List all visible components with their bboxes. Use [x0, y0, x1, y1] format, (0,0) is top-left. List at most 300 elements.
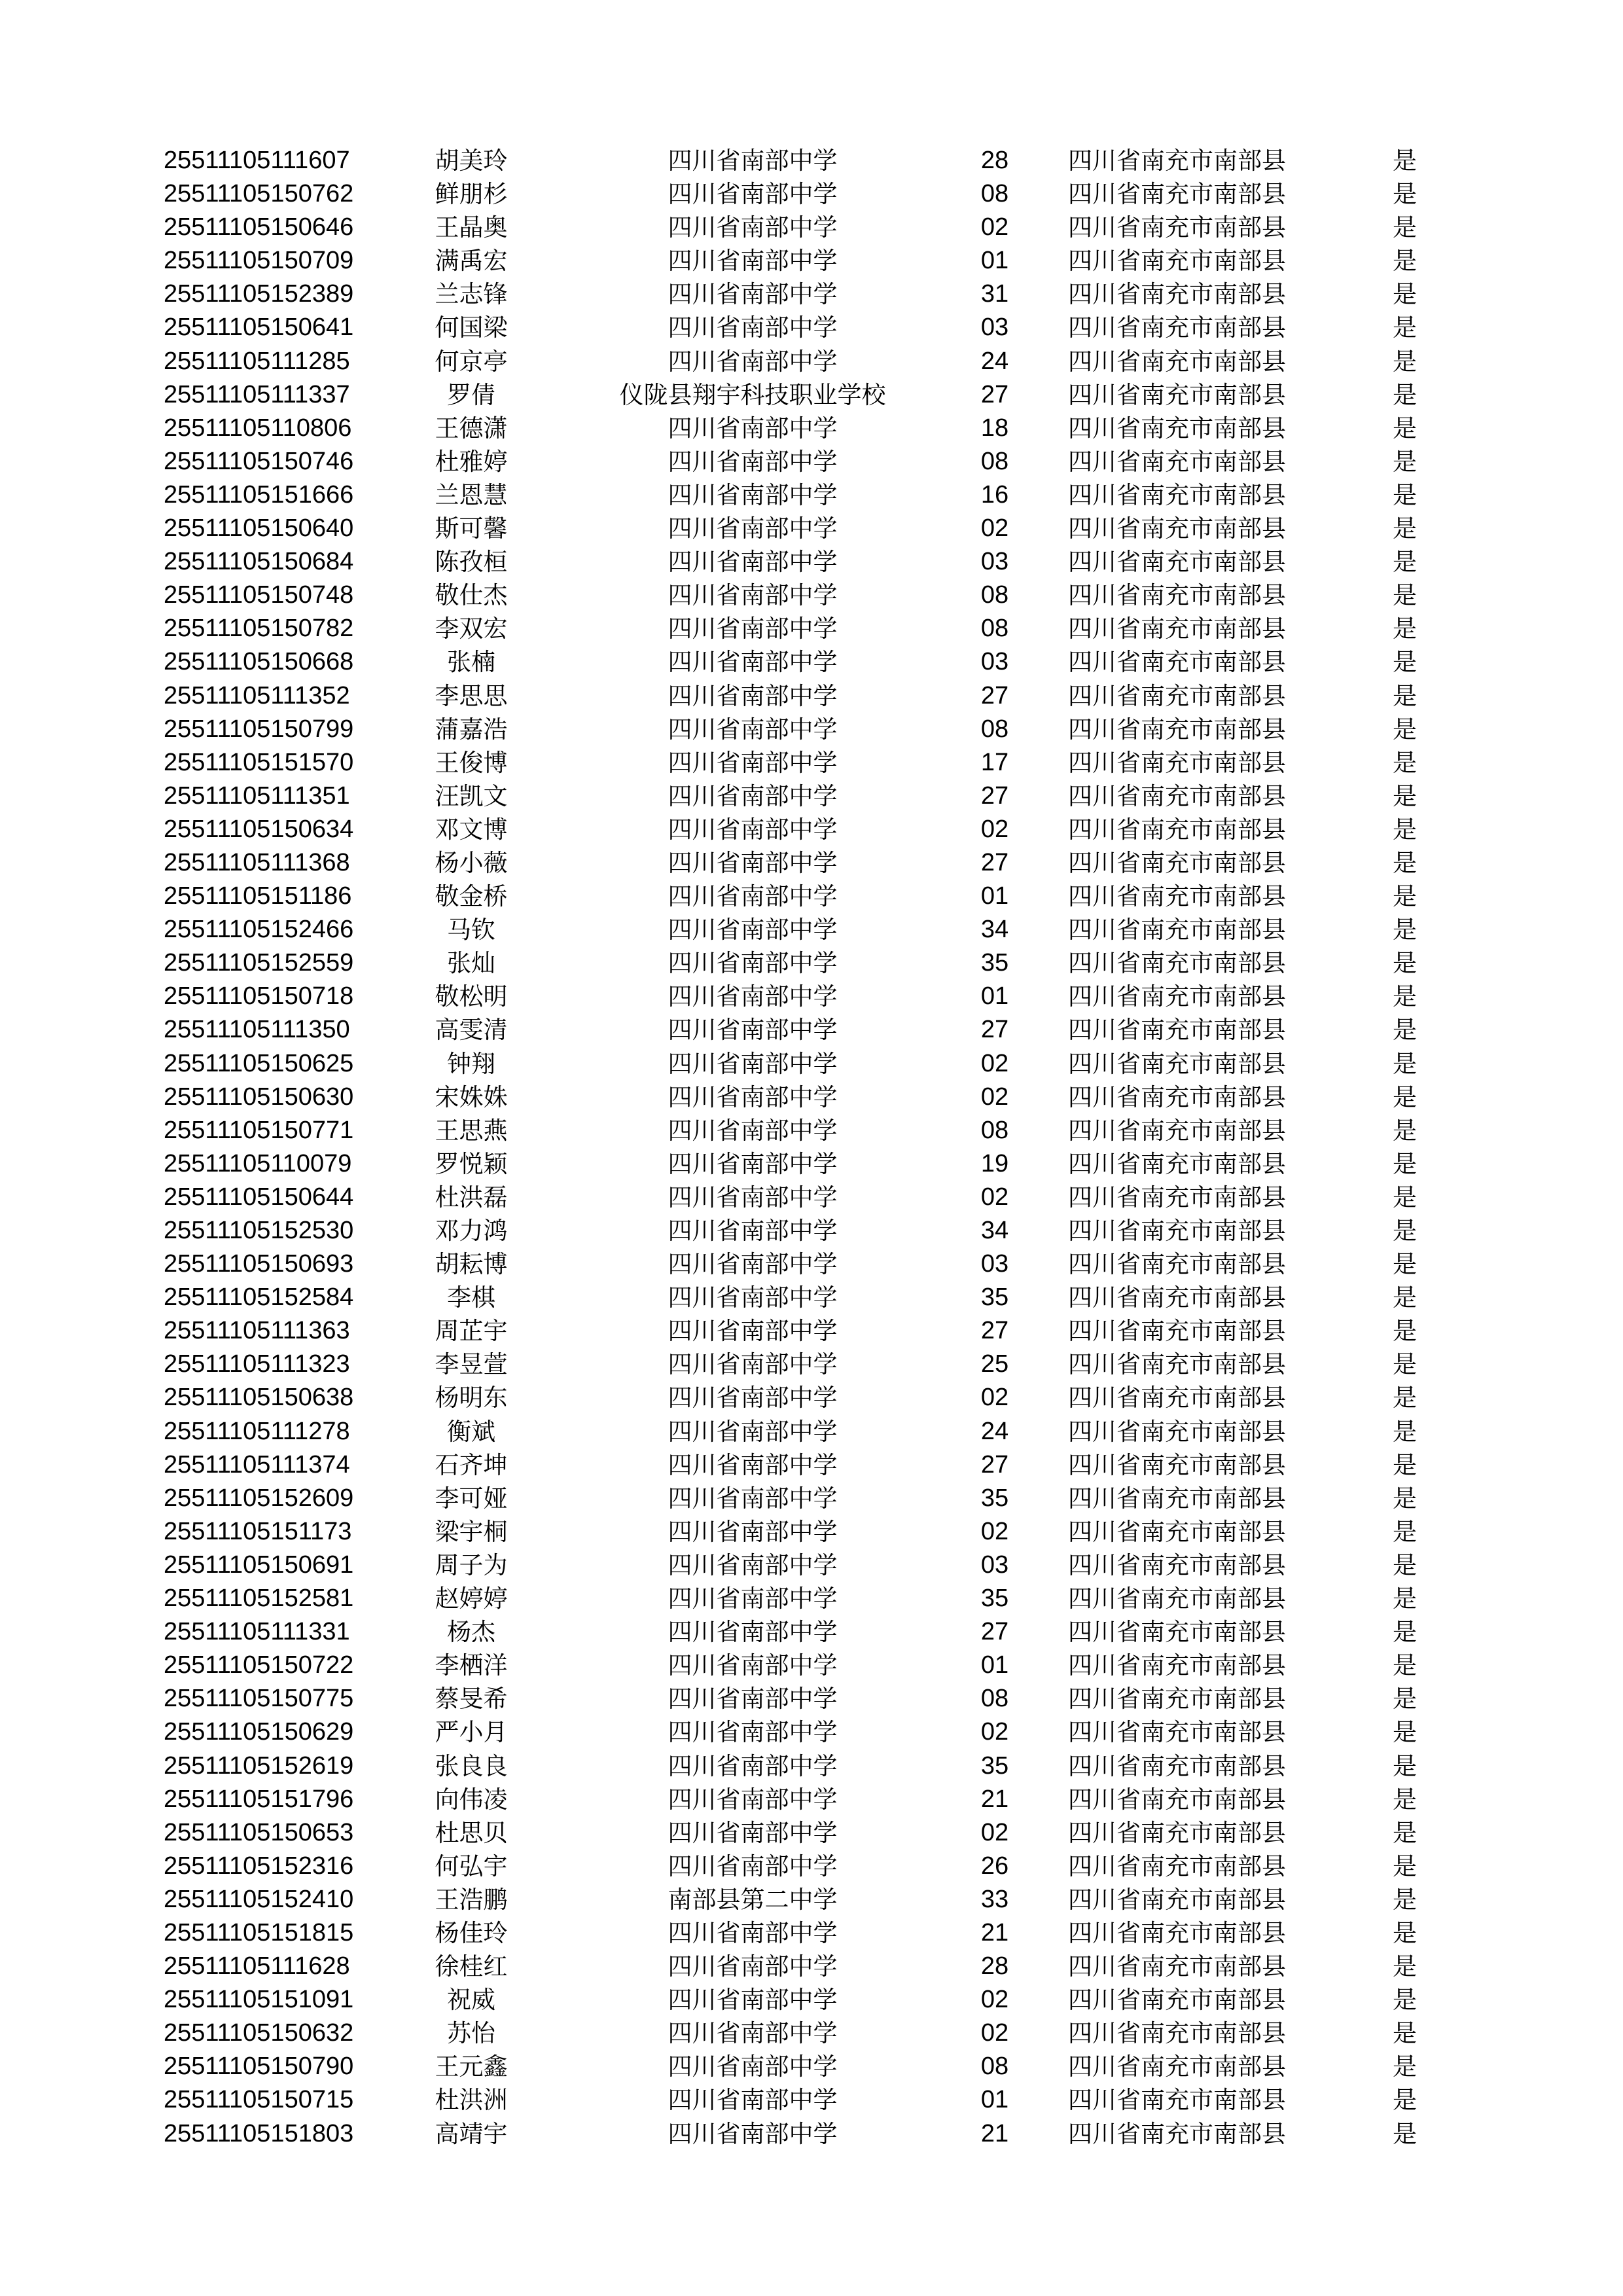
status-flag-cell: 是	[1393, 1517, 1417, 1546]
school-cell: 四川省南部中学	[668, 480, 838, 509]
table-row	[0, 946, 1623, 980]
student-name-cell: 徐桂红	[435, 1952, 508, 1981]
table-row	[0, 880, 1623, 913]
table-row	[0, 1348, 1623, 1381]
exam-id-cell: 25511105150718	[164, 982, 354, 1011]
class-number-cell: 24	[980, 1417, 1009, 1445]
student-name-cell: 苏怡	[447, 2019, 495, 2048]
class-number-cell: 02	[980, 1049, 1009, 1077]
student-name-cell: 杨明东	[435, 1384, 508, 1412]
exam-id-cell: 25511105150684	[164, 548, 354, 576]
class-number-cell: 21	[980, 1785, 1009, 1813]
region-cell: 四川省南充市南部县	[1068, 615, 1286, 643]
school-cell: 四川省南部中学	[668, 1651, 838, 1680]
table-row	[0, 1916, 1623, 1950]
class-number-cell: 08	[980, 581, 1009, 609]
class-number-cell: 08	[980, 1116, 1009, 1144]
school-cell: 四川省南部中学	[668, 1517, 838, 1546]
student-name-cell: 向伟凌	[435, 1785, 508, 1814]
region-cell: 四川省南充市南部县	[1068, 982, 1286, 1011]
exam-id-cell: 25511105110806	[164, 414, 352, 442]
region-cell: 四川省南充市南部县	[1068, 916, 1286, 944]
class-number-cell: 02	[980, 1718, 1009, 1746]
student-name-cell: 石齐坤	[435, 1450, 508, 1479]
table-row	[0, 1682, 1623, 1715]
school-cell: 四川省南部中学	[668, 280, 838, 309]
school-cell: 四川省南部中学	[668, 1317, 838, 1346]
exam-id-cell: 25511105150790	[164, 2053, 354, 2081]
exam-id-cell: 25511105150715	[164, 2086, 354, 2114]
exam-id-cell: 25511105150640	[164, 514, 354, 543]
exam-id-cell: 25511105150638	[164, 1384, 354, 1412]
school-cell: 四川省南部中学	[668, 1417, 838, 1446]
school-cell: 四川省南部中学	[668, 715, 838, 744]
exam-id-cell: 25511105151666	[164, 480, 354, 509]
student-name-cell: 邓力鸿	[435, 1217, 508, 1245]
student-name-cell: 敬金桥	[435, 882, 508, 911]
student-name-cell: 杨小薇	[435, 848, 508, 877]
school-cell: 四川省南部中学	[668, 2119, 838, 2148]
student-name-cell: 梁宇桐	[435, 1517, 508, 1546]
student-name-cell: 衡斌	[447, 1417, 495, 1446]
school-cell: 四川省南部中学	[668, 1718, 838, 1747]
exam-id-cell: 25511105111628	[164, 1952, 350, 1981]
status-flag-cell: 是	[1393, 1016, 1417, 1045]
class-number-cell: 02	[980, 1183, 1009, 1211]
student-name-cell: 李可娅	[435, 1484, 508, 1513]
table-row	[0, 645, 1623, 679]
region-cell: 四川省南充市南部县	[1068, 681, 1286, 710]
table-row	[0, 211, 1623, 244]
class-number-cell: 02	[980, 2019, 1009, 2047]
status-flag-cell: 是	[1393, 1217, 1417, 1245]
class-number-cell: 33	[980, 1885, 1009, 1913]
student-name-cell: 马钦	[447, 916, 495, 944]
school-cell: 四川省南部中学	[668, 180, 838, 209]
region-cell: 四川省南充市南部县	[1068, 1250, 1286, 1279]
status-flag-cell: 是	[1393, 748, 1417, 777]
region-cell: 四川省南充市南部县	[1068, 848, 1286, 877]
class-number-cell: 27	[980, 781, 1009, 810]
region-cell: 四川省南充市南部县	[1068, 648, 1286, 677]
status-flag-cell: 是	[1393, 1250, 1417, 1279]
student-name-cell: 钟翔	[447, 1049, 495, 1078]
status-flag-cell: 是	[1393, 1651, 1417, 1680]
status-flag-cell: 是	[1393, 280, 1417, 309]
table-row	[0, 1114, 1623, 1147]
region-cell: 四川省南充市南部县	[1068, 748, 1286, 777]
status-flag-cell: 是	[1393, 1618, 1417, 1647]
school-cell: 四川省南部中学	[668, 581, 838, 610]
class-number-cell: 03	[980, 648, 1009, 676]
status-flag-cell: 是	[1393, 314, 1417, 342]
class-number-cell: 35	[980, 949, 1009, 977]
class-number-cell: 03	[980, 1551, 1009, 1579]
exam-id-cell: 25511105150629	[164, 1718, 354, 1746]
class-number-cell: 02	[980, 1384, 1009, 1412]
region-cell: 四川省南充市南部县	[1068, 1450, 1286, 1479]
table-row	[0, 177, 1623, 211]
class-number-cell: 16	[980, 480, 1009, 509]
region-cell: 四川省南充市南部县	[1068, 447, 1286, 476]
student-name-cell: 鲜朋杉	[435, 180, 508, 209]
school-cell: 四川省南部中学	[668, 2019, 838, 2048]
table-row	[0, 980, 1623, 1013]
table-row	[0, 846, 1623, 880]
class-number-cell: 26	[980, 1852, 1009, 1880]
exam-id-cell: 25511105150746	[164, 447, 354, 475]
table-row	[0, 913, 1623, 946]
exam-id-cell: 25511105150644	[164, 1183, 354, 1211]
table-row	[0, 1247, 1623, 1281]
exam-id-cell: 25511105152530	[164, 1217, 354, 1244]
exam-id-cell: 25511105111374	[164, 1450, 350, 1479]
exam-id-cell: 25511105151796	[164, 1785, 354, 1813]
class-number-cell: 27	[980, 681, 1009, 709]
student-name-cell: 李思思	[435, 681, 508, 710]
status-flag-cell: 是	[1393, 1450, 1417, 1479]
region-cell: 四川省南充市南部县	[1068, 1350, 1286, 1379]
class-number-cell: 02	[980, 1517, 1009, 1545]
status-flag-cell: 是	[1393, 1551, 1417, 1579]
table-row	[0, 311, 1623, 344]
class-number-cell: 08	[980, 1685, 1009, 1713]
status-flag-cell: 是	[1393, 1952, 1417, 1981]
status-flag-cell: 是	[1393, 982, 1417, 1011]
school-cell: 四川省南部中学	[668, 882, 838, 911]
exam-id-cell: 25511105111323	[164, 1350, 350, 1378]
status-flag-cell: 是	[1393, 1818, 1417, 1847]
exam-id-cell: 25511105150748	[164, 581, 354, 609]
exam-id-cell: 25511105111363	[164, 1317, 350, 1345]
exam-id-cell: 25511105151570	[164, 748, 354, 776]
status-flag-cell: 是	[1393, 414, 1417, 442]
student-name-cell: 杜雅婷	[435, 447, 508, 476]
exam-id-cell: 25511105150632	[164, 2019, 354, 2047]
student-name-cell: 汪凯文	[435, 781, 508, 810]
student-name-cell: 杜思贝	[435, 1818, 508, 1847]
school-cell: 南部县第二中学	[668, 1885, 838, 1914]
region-cell: 四川省南充市南部县	[1068, 1685, 1286, 1713]
status-flag-cell: 是	[1393, 247, 1417, 276]
status-flag-cell: 是	[1393, 1049, 1417, 1078]
student-name-cell: 周子为	[435, 1551, 508, 1579]
school-cell: 四川省南部中学	[668, 781, 838, 810]
school-cell: 四川省南部中学	[668, 1751, 838, 1780]
class-number-cell: 27	[980, 1618, 1009, 1646]
school-cell: 四川省南部中学	[668, 848, 838, 877]
class-number-cell: 35	[980, 1585, 1009, 1613]
exam-id-cell: 25511105111337	[164, 380, 350, 408]
region-cell: 四川省南充市南部县	[1068, 414, 1286, 442]
student-name-cell: 敬仕杰	[435, 581, 508, 610]
region-cell: 四川省南充市南部县	[1068, 1785, 1286, 1814]
table-row	[0, 713, 1623, 746]
status-flag-cell: 是	[1393, 213, 1417, 242]
region-cell: 四川省南充市南部县	[1068, 347, 1286, 376]
table-row	[0, 1147, 1623, 1181]
exam-id-cell: 25511105111368	[164, 848, 350, 876]
table-row	[0, 746, 1623, 780]
status-flag-cell: 是	[1393, 1885, 1417, 1914]
status-flag-cell: 是	[1393, 347, 1417, 376]
table-row	[0, 1549, 1623, 1582]
school-cell: 四川省南部中学	[668, 1685, 838, 1713]
status-flag-cell: 是	[1393, 1484, 1417, 1513]
region-cell: 四川省南充市南部县	[1068, 1149, 1286, 1178]
school-cell: 四川省南部中学	[668, 615, 838, 643]
school-cell: 四川省南部中学	[668, 648, 838, 677]
exam-id-cell: 25511105150709	[164, 247, 354, 275]
student-name-cell: 祝威	[447, 1986, 495, 2015]
table-row	[0, 1013, 1623, 1047]
exam-id-cell: 25511105151803	[164, 2119, 354, 2147]
school-cell: 四川省南部中学	[668, 1986, 838, 2015]
table-row	[0, 1615, 1623, 1649]
class-number-cell: 08	[980, 2053, 1009, 2081]
class-number-cell: 02	[980, 1083, 1009, 1111]
student-name-cell: 王思燕	[435, 1116, 508, 1145]
table-row	[0, 1448, 1623, 1482]
school-cell: 四川省南部中学	[668, 1618, 838, 1647]
table-row	[0, 278, 1623, 311]
school-cell: 四川省南部中学	[668, 1551, 838, 1579]
student-name-cell: 赵婷婷	[435, 1585, 508, 1613]
class-number-cell: 01	[980, 2086, 1009, 2114]
school-cell: 四川省南部中学	[668, 1484, 838, 1513]
region-cell: 四川省南充市南部县	[1068, 715, 1286, 744]
exam-id-cell: 25511105150634	[164, 815, 354, 843]
school-cell: 四川省南部中学	[668, 1083, 838, 1111]
region-cell: 四川省南充市南部县	[1068, 1718, 1286, 1747]
student-name-cell: 王元鑫	[435, 2053, 508, 2081]
exam-id-cell: 25511105152410	[164, 1885, 354, 1913]
class-number-cell: 27	[980, 1317, 1009, 1345]
school-cell: 四川省南部中学	[668, 213, 838, 242]
class-number-cell: 21	[980, 2119, 1009, 2147]
status-flag-cell: 是	[1393, 1718, 1417, 1747]
region-cell: 四川省南充市南部县	[1068, 1918, 1286, 1947]
status-flag-cell: 是	[1393, 916, 1417, 944]
student-list-table	[0, 144, 1623, 2151]
exam-id-cell: 25511105152581	[164, 1585, 354, 1613]
status-flag-cell: 是	[1393, 2119, 1417, 2148]
school-cell: 四川省南部中学	[668, 247, 838, 276]
school-cell: 四川省南部中学	[668, 1818, 838, 1847]
school-cell: 四川省南部中学	[668, 548, 838, 577]
exam-id-cell: 25511105152389	[164, 280, 354, 308]
status-flag-cell: 是	[1393, 1317, 1417, 1346]
table-row	[0, 813, 1623, 846]
region-cell: 四川省南充市南部县	[1068, 1116, 1286, 1145]
class-number-cell: 24	[980, 347, 1009, 375]
class-number-cell: 27	[980, 380, 1009, 408]
table-row	[0, 2017, 1623, 2050]
table-row	[0, 144, 1623, 177]
class-number-cell: 02	[980, 1818, 1009, 1846]
status-flag-cell: 是	[1393, 1918, 1417, 1947]
student-name-cell: 兰恩慧	[435, 480, 508, 509]
school-cell: 仪陇县翔宇科技职业学校	[619, 380, 886, 409]
student-name-cell: 何弘宇	[435, 1852, 508, 1880]
region-cell: 四川省南充市南部县	[1068, 2119, 1286, 2148]
region-cell: 四川省南充市南部县	[1068, 781, 1286, 810]
student-name-cell: 张楠	[447, 648, 495, 677]
region-cell: 四川省南充市南部县	[1068, 1751, 1286, 1780]
region-cell: 四川省南充市南部县	[1068, 1384, 1286, 1412]
status-flag-cell: 是	[1393, 548, 1417, 577]
class-number-cell: 34	[980, 916, 1009, 944]
student-name-cell: 罗倩	[447, 380, 495, 409]
school-cell: 四川省南部中学	[668, 514, 838, 543]
class-number-cell: 27	[980, 1016, 1009, 1044]
class-number-cell: 03	[980, 548, 1009, 576]
table-row	[0, 1582, 1623, 1615]
region-cell: 四川省南充市南部县	[1068, 2086, 1286, 2115]
region-cell: 四川省南充市南部县	[1068, 581, 1286, 610]
table-row	[0, 1214, 1623, 1247]
region-cell: 四川省南充市南部县	[1068, 1852, 1286, 1880]
status-flag-cell: 是	[1393, 882, 1417, 911]
exam-id-cell: 25511105150782	[164, 615, 354, 643]
table-row	[0, 545, 1623, 579]
region-cell: 四川省南充市南部县	[1068, 882, 1286, 911]
school-cell: 四川省南部中学	[668, 1785, 838, 1814]
table-row	[0, 478, 1623, 512]
student-name-cell: 何国梁	[435, 314, 508, 342]
exam-id-cell: 25511105111331	[164, 1618, 350, 1646]
student-name-cell: 宋姝姝	[435, 1083, 508, 1111]
exam-id-cell: 25511105150762	[164, 180, 354, 208]
school-cell: 四川省南部中学	[668, 1049, 838, 1078]
status-flag-cell: 是	[1393, 1116, 1417, 1145]
status-flag-cell: 是	[1393, 781, 1417, 810]
status-flag-cell: 是	[1393, 2086, 1417, 2115]
status-flag-cell: 是	[1393, 1384, 1417, 1412]
region-cell: 四川省南充市南部县	[1068, 1217, 1286, 1245]
exam-id-cell: 25511105150775	[164, 1685, 354, 1713]
class-number-cell: 17	[980, 748, 1009, 776]
school-cell: 四川省南部中学	[668, 1952, 838, 1981]
table-row	[0, 1047, 1623, 1081]
table-row	[0, 1783, 1623, 1816]
school-cell: 四川省南部中学	[668, 982, 838, 1011]
class-number-cell: 08	[980, 447, 1009, 475]
status-flag-cell: 是	[1393, 1585, 1417, 1613]
region-cell: 四川省南充市南部县	[1068, 280, 1286, 309]
class-number-cell: 34	[980, 1217, 1009, 1244]
region-cell: 四川省南充市南部县	[1068, 1618, 1286, 1647]
class-number-cell: 19	[980, 1149, 1009, 1177]
table-row	[0, 2117, 1623, 2151]
region-cell: 四川省南充市南部县	[1068, 1585, 1286, 1613]
class-number-cell: 03	[980, 1250, 1009, 1278]
table-row	[0, 512, 1623, 545]
status-flag-cell: 是	[1393, 1417, 1417, 1446]
status-flag-cell: 是	[1393, 2019, 1417, 2048]
school-cell: 四川省南部中学	[668, 447, 838, 476]
table-row	[0, 579, 1623, 612]
exam-id-cell: 25511105110079	[164, 1149, 352, 1177]
student-name-cell: 严小月	[435, 1718, 508, 1747]
student-name-cell: 李双宏	[435, 615, 508, 643]
class-number-cell: 08	[980, 180, 1009, 208]
region-cell: 四川省南充市南部县	[1068, 1484, 1286, 1513]
region-cell: 四川省南充市南部县	[1068, 1551, 1286, 1579]
exam-id-cell: 25511105150668	[164, 648, 354, 676]
student-name-cell: 王晶奥	[435, 213, 508, 242]
region-cell: 四川省南充市南部县	[1068, 1083, 1286, 1111]
school-cell: 四川省南部中学	[668, 1250, 838, 1279]
table-row	[0, 1850, 1623, 1883]
student-name-cell: 王德潇	[435, 414, 508, 442]
school-cell: 四川省南部中学	[668, 815, 838, 844]
class-number-cell: 31	[980, 280, 1009, 308]
class-number-cell: 35	[980, 1751, 1009, 1780]
student-name-cell: 王俊博	[435, 748, 508, 777]
table-row	[0, 378, 1623, 412]
student-name-cell: 杨杰	[447, 1618, 495, 1647]
school-cell: 四川省南部中学	[668, 681, 838, 710]
region-cell: 四川省南充市南部县	[1068, 815, 1286, 844]
table-row	[0, 1749, 1623, 1783]
class-number-cell: 02	[980, 1986, 1009, 2014]
table-row	[0, 1381, 1623, 1414]
status-flag-cell: 是	[1393, 1685, 1417, 1713]
table-row	[0, 1515, 1623, 1549]
student-name-cell: 胡美玲	[435, 147, 508, 175]
school-cell: 四川省南部中学	[668, 347, 838, 376]
status-flag-cell: 是	[1393, 615, 1417, 643]
region-cell: 四川省南充市南部县	[1068, 147, 1286, 175]
student-name-cell: 陈孜桓	[435, 548, 508, 577]
exam-id-cell: 25511105150691	[164, 1551, 354, 1579]
exam-id-cell: 25511105150722	[164, 1651, 354, 1679]
table-row	[0, 1715, 1623, 1749]
class-number-cell: 35	[980, 1484, 1009, 1512]
exam-id-cell: 25511105111278	[164, 1417, 350, 1445]
class-number-cell: 28	[980, 147, 1009, 174]
class-number-cell: 35	[980, 1283, 1009, 1312]
table-row	[0, 1081, 1623, 1114]
school-cell: 四川省南部中学	[668, 1852, 838, 1880]
exam-id-cell: 25511105152559	[164, 949, 354, 977]
class-number-cell: 01	[980, 247, 1009, 275]
status-flag-cell: 是	[1393, 514, 1417, 543]
student-name-cell: 高雯清	[435, 1016, 508, 1045]
region-cell: 四川省南充市南部县	[1068, 247, 1286, 276]
region-cell: 四川省南充市南部县	[1068, 2019, 1286, 2048]
table-row	[0, 1649, 1623, 1682]
student-name-cell: 蒲嘉浩	[435, 715, 508, 744]
status-flag-cell: 是	[1393, 648, 1417, 677]
status-flag-cell: 是	[1393, 715, 1417, 744]
exam-id-cell: 25511105150771	[164, 1116, 354, 1144]
region-cell: 四川省南充市南部县	[1068, 1417, 1286, 1446]
table-row	[0, 1314, 1623, 1348]
class-number-cell: 01	[980, 882, 1009, 910]
status-flag-cell: 是	[1393, 1986, 1417, 2015]
status-flag-cell: 是	[1393, 1149, 1417, 1178]
status-flag-cell: 是	[1393, 848, 1417, 877]
student-name-cell: 李棋	[447, 1283, 495, 1312]
status-flag-cell: 是	[1393, 581, 1417, 610]
region-cell: 四川省南充市南部县	[1068, 213, 1286, 242]
student-name-cell: 满禹宏	[435, 247, 508, 276]
school-cell: 四川省南部中学	[668, 916, 838, 944]
exam-id-cell: 25511105152584	[164, 1283, 354, 1312]
class-number-cell: 03	[980, 314, 1009, 342]
